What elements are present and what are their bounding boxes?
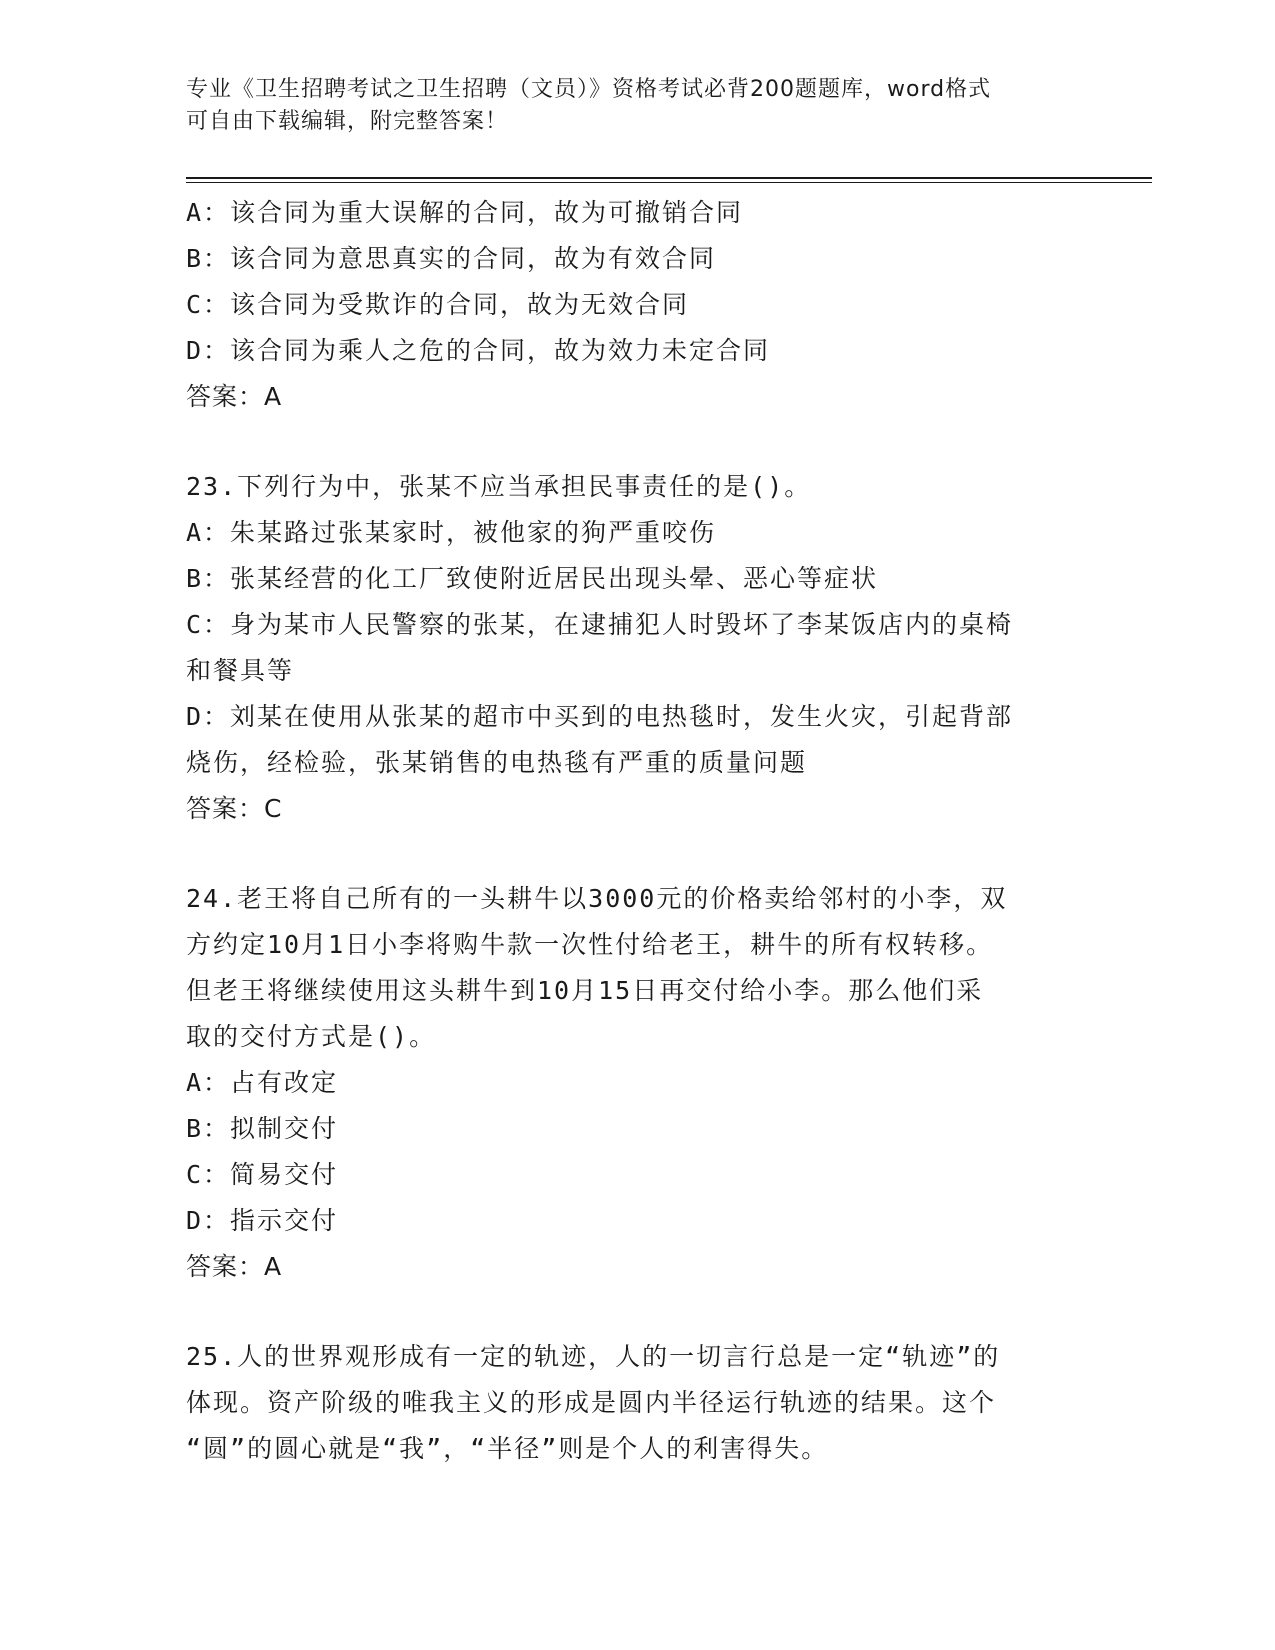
header-title-line-2: 可自由下载编辑，附完整答案！ [186, 109, 509, 134]
answer: 答案：C [186, 794, 283, 823]
option-b: B：该合同为意思真实的合同，故为有效合同 [186, 244, 717, 273]
question-stem-line-3: 但老王将继续使用这头耕牛到10月15日再交付给小李。那么他们采 [186, 976, 984, 1005]
option-a: A：该合同为重大误解的合同，故为可撤销合同 [186, 198, 744, 227]
spacer [186, 420, 1086, 464]
spacer [186, 832, 1086, 876]
answer: 答案：A [186, 1252, 283, 1281]
spacer [186, 1290, 1086, 1334]
header-rule-thick [186, 177, 1152, 179]
question-stem-line-1: 25.人的世界观形成有一定的轨迹，人的一切言行总是一定“轨迹”的 [186, 1342, 1001, 1371]
option-d: D：该合同为乘人之危的合同，故为效力未定合同 [186, 336, 771, 365]
question-22 [186, 190, 1086, 420]
option-b: B：张某经营的化工厂致使附近居民出现头晕、恶心等症状 [186, 564, 879, 593]
option-d: D：指示交付 [186, 1206, 339, 1235]
option-c-line-1: C：身为某市人民警察的张某，在逮捕犯人时毁坏了李某饭店内的桌椅 [186, 610, 1014, 639]
header-rule-thin [186, 182, 1152, 183]
question-24 [186, 876, 1086, 1290]
question-stem: 23.下列行为中，张某不应当承担民事责任的是()。 [186, 472, 812, 501]
option-d-line-2: 烧伤，经检验，张某销售的电热毯有严重的质量问题 [186, 748, 808, 777]
question-stem-line-2: 方约定10月1日小李将购牛款一次性付给老王，耕牛的所有权转移。 [186, 930, 994, 959]
option-d-line-1: D：刘某在使用从张某的超市中买到的电热毯时，发生火灾，引起背部 [186, 702, 1014, 731]
question-stem-line-4: 取的交付方式是()。 [186, 1022, 437, 1051]
option-a: A：占有改定 [186, 1068, 339, 1097]
document-header [186, 74, 1066, 138]
question-25 [186, 1334, 1086, 1472]
header-title-line-1: 专业《卫生招聘考试之卫生招聘（文员）》资格考试必背200题题库，word格式 [186, 77, 992, 102]
question-stem-line-3: “圆”的圆心就是“我”，“半径”则是个人的利害得失。 [186, 1434, 829, 1463]
option-c: C：简易交付 [186, 1160, 339, 1189]
question-stem-line-2: 体现。资产阶级的唯我主义的形成是圆内半径运行轨迹的结果。这个 [186, 1388, 997, 1417]
answer: 答案：A [186, 382, 283, 411]
option-a: A：朱某路过张某家时，被他家的狗严重咬伤 [186, 518, 717, 547]
question-stem-line-1: 24.老王将自己所有的一头耕牛以3000元的价格卖给邻村的小李，双 [186, 884, 1008, 913]
option-c-line-2: 和餐具等 [186, 656, 295, 685]
question-23 [186, 464, 1086, 832]
option-b: B：拟制交付 [186, 1114, 339, 1143]
question-list [186, 190, 1086, 1472]
option-c: C：该合同为受欺诈的合同，故为无效合同 [186, 290, 690, 319]
